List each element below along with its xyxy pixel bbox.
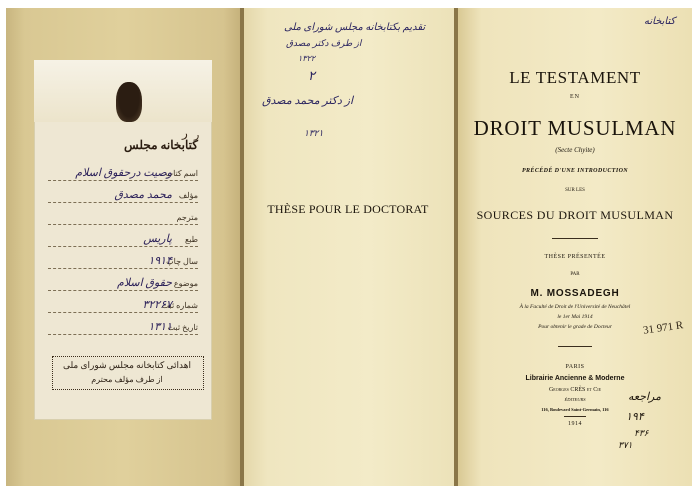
sur-les-line: SUR LES [565, 188, 585, 193]
divider [558, 346, 592, 347]
precede-line: PRÉCÉDÉ D'UNE INTRODUCTION [521, 168, 629, 174]
slip-row [48, 318, 198, 335]
top-corner-note: کتابخانه [644, 16, 676, 27]
middle-page [242, 8, 454, 486]
handwritten-year: ۱۳۲۲ [298, 54, 316, 63]
handwritten-signature: از دکتر محمد مصدق [262, 95, 354, 107]
slip-row-value: وصیت درحقوق اسلام [75, 167, 172, 179]
slip-row [48, 296, 198, 313]
subtitle-secte: (Secte Chyite) [555, 146, 595, 154]
slip-row-label: اسم کتاب [165, 169, 198, 178]
library-slip [34, 60, 212, 420]
slip-row-label: تاریخ ثبت [167, 323, 198, 332]
slip-row [48, 274, 198, 291]
handwritten-note: مراجعه [628, 391, 662, 403]
publication-year: 1914 [568, 421, 582, 427]
handwritten-note: ۱۹۴ [626, 411, 644, 423]
handwritten-dedication: تقدیم بکتابخانه مجلس شورای ملی [284, 22, 426, 33]
date-line: le 1er Mai 1914 [557, 314, 593, 320]
stamp-line-2: از طرف مؤلف محترم [91, 375, 163, 384]
slip-row-value: محمد مصدق [114, 189, 172, 201]
these-heading: THÈSE POUR LE DOCTORAT [267, 202, 429, 216]
page-gutter [240, 8, 244, 486]
slip-row-value: پاریس [143, 233, 172, 245]
obtenir-line: Pour obtenir le grade de Docteur [538, 324, 612, 330]
publisher-name: Librairie Ancienne & Moderne [525, 375, 625, 382]
slip-row-label: سال چاپ [166, 257, 198, 266]
these-presentee: THÈSE PRÉSENTÉE [544, 254, 606, 260]
left-page [6, 8, 242, 486]
sources-line: SOURCES DU DROIT MUSULMAN [476, 208, 674, 222]
slip-row [48, 164, 198, 181]
handwritten-note: ۴۳۶ [634, 428, 649, 438]
publisher-editor: Georges CRÈS et Cie [548, 387, 602, 393]
page-gutter [454, 8, 458, 486]
slip-row [48, 252, 198, 269]
divider [564, 416, 586, 417]
slip-row-value: حقوق اسلام [117, 277, 172, 289]
slip-row-value: ۱۹۱۴ [148, 255, 172, 267]
slip-row-label: شماره ثبت [161, 301, 198, 310]
editeurs-line: ÉDITEURS [564, 397, 586, 402]
left-margin-note: ر [182, 126, 188, 140]
slip-row-value: ۳۲۲۶۷ [142, 299, 172, 311]
slip-row-label: طبع [184, 235, 198, 244]
slip-row [48, 208, 198, 225]
divider [552, 238, 598, 239]
title-line-2: EN [570, 94, 580, 100]
slip-row-label: مؤلف [178, 191, 198, 200]
faculte-line: À la Faculté de Droit de l'Université de Neuchâtel [519, 304, 631, 310]
call-number: 31 971 R [642, 319, 684, 337]
slip-row [48, 186, 198, 203]
title-page [458, 8, 692, 486]
par-line: PAR [570, 272, 580, 277]
stamp-line-1: اهدائی کتابخانه مجلس شورای ملی [62, 360, 192, 370]
donation-stamp [52, 356, 204, 390]
handwritten-note: ۳۷۱ [618, 440, 633, 450]
handwritten-mark: ۲ [308, 68, 315, 83]
slip-mark: ر [194, 129, 200, 141]
slip-row-value: ۱۳۱۱ [148, 321, 172, 333]
library-seal-icon [116, 82, 142, 122]
title-line-1: LE TESTAMENT [509, 68, 641, 87]
publisher-city: PARIS [565, 364, 585, 370]
handwritten-year: ۱۳۲۱ [304, 128, 324, 138]
publisher-address: 116, Boulevard Saint-Germain, 116 [541, 407, 609, 412]
slip-row-label: موضوع [173, 279, 198, 288]
slip-title: کتابخانه مجلس [124, 138, 198, 152]
handwritten-dedication: از طرف دکتر مصدق [286, 38, 362, 48]
slip-row-label: مترجم [176, 213, 198, 222]
author-name: M. MOSSADEGH [530, 288, 620, 299]
title-line-3: DROIT MUSULMAN [473, 116, 677, 140]
slip-row [48, 230, 198, 247]
